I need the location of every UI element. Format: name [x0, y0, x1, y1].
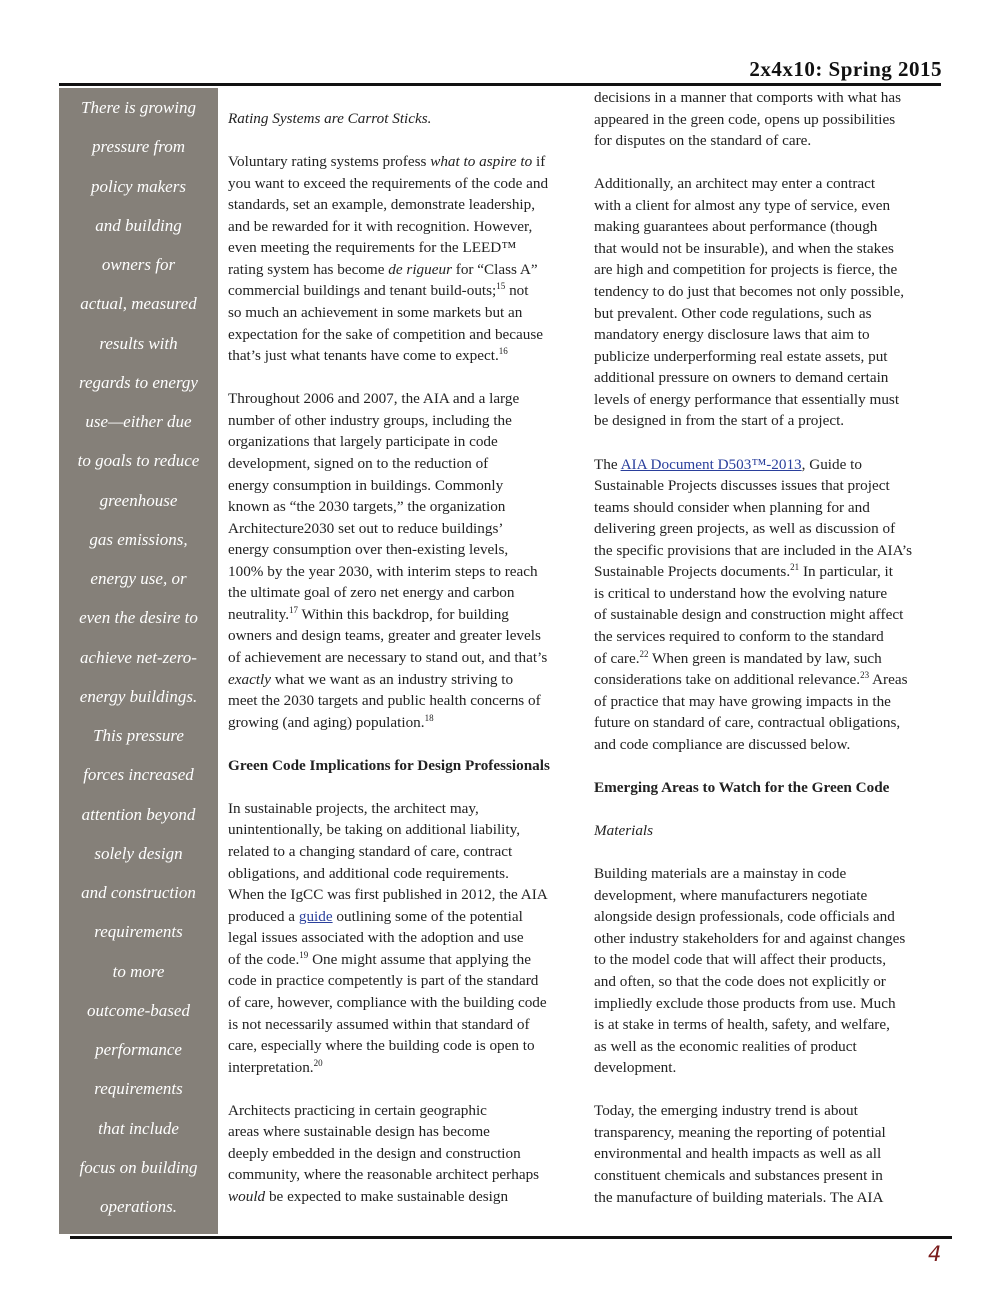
text-line	[228, 304, 522, 322]
text-line	[228, 1123, 490, 1141]
text-line	[228, 1016, 530, 1034]
text-run: interpretation.	[228, 1058, 314, 1076]
text-line	[594, 456, 862, 474]
text-line	[594, 606, 903, 624]
text-run: obligations, and additional code requirements.	[228, 864, 509, 882]
text-line	[228, 929, 524, 947]
text-run: the services required to conform to the standard	[594, 628, 884, 645]
pull-quote-line: solely design	[94, 843, 183, 863]
pull-quote-line: achieve net-zero-	[80, 647, 197, 667]
text-line	[594, 930, 905, 948]
text-line	[228, 1102, 487, 1120]
italic-text: what to aspire to	[430, 153, 533, 171]
footnote-ref: 20	[313, 1057, 323, 1068]
text-line	[228, 757, 550, 775]
pull-quote-line: This pressure	[93, 726, 184, 745]
text-run: , Guide to	[801, 455, 862, 473]
text-run: care, especially where the building code is open to	[228, 1037, 535, 1055]
text-run: transparency, meaning the reporting of potential	[594, 1123, 886, 1141]
pull-quote-line: requirements	[94, 922, 183, 942]
text-run: of achievement are necessary to stand out, and that’s	[228, 649, 548, 666]
text-line	[228, 477, 503, 495]
text-line	[228, 455, 488, 473]
text-run: legal issues associated with the adoption and use	[228, 929, 524, 947]
text-line	[594, 1124, 886, 1142]
text-run: publicize underperforming real estate assets, put	[594, 347, 888, 365]
text-run: expectation for the sake of competition and because	[228, 325, 544, 343]
text-line	[594, 477, 890, 495]
text-run: related to a changing standard of care, contract	[228, 843, 513, 861]
text-run: Architecture2030 set out to reduce buildings’	[228, 519, 504, 537]
publication-header: 2x4x10: Spring 2015	[749, 57, 942, 81]
footnote-ref: 23	[860, 670, 870, 681]
text-line	[594, 1102, 858, 1120]
section-heading: Emerging Areas to Watch for the Green Code	[594, 778, 890, 796]
text-line	[594, 865, 846, 883]
text-line	[228, 692, 541, 710]
text-run: decisions in a manner that comports with what has	[594, 89, 902, 106]
pull-quote-line: to goals to reduce	[77, 451, 200, 471]
text-run: for disputes on the standard of care.	[594, 132, 812, 150]
pull-quote-line: energy buildings.	[79, 686, 198, 706]
pull-quote-line: and construction	[81, 883, 196, 902]
text-run: but prevalent. Other code regulations, such as	[594, 304, 872, 322]
text-line	[594, 542, 912, 560]
text-line	[228, 282, 528, 300]
text-line	[594, 671, 908, 689]
text-run: Throughout 2006 and 2007, the AIA and a large	[228, 390, 520, 408]
text-run: the specific provisions that are included in the AIA’s	[594, 541, 913, 559]
text-run: of sustainable design and construction might affect	[594, 606, 904, 624]
text-run: of the code.	[228, 950, 300, 968]
text-run: not	[505, 282, 529, 300]
text-run: is not necessarily assumed within that standard of	[228, 1015, 530, 1033]
text-run: you want to exceed the requirements of the code and	[228, 174, 549, 192]
pull-quote-line: performance	[95, 1040, 182, 1059]
pull-quote-line: results with	[99, 333, 178, 353]
text-run: Sustainable Projects discusses issues that project	[594, 477, 890, 495]
text-line	[228, 584, 514, 602]
text-line	[228, 821, 520, 839]
pull-quote-line: focus on building	[79, 1157, 198, 1177]
text-run: and often, so that the code does not explicitly or	[594, 972, 886, 990]
pull-quote-line: even the desire to	[79, 608, 198, 628]
text-line	[228, 606, 509, 624]
text-line	[594, 650, 882, 668]
pull-quote-line: energy use, or	[90, 569, 187, 588]
text-line	[228, 218, 532, 236]
pull-quote-line: There is growing	[81, 98, 196, 117]
text-run: development, where manufacturers negotiate	[594, 886, 868, 904]
text-run: be expected to make sustainable design	[265, 1188, 509, 1205]
text-run: growing (and aging) population.	[228, 713, 425, 731]
text-line	[594, 1016, 890, 1034]
text-line	[594, 132, 811, 150]
text-run: known as “the 2030 targets,” the organization	[228, 498, 506, 516]
italic-text: de rigueur	[388, 260, 452, 278]
text-run: Within this backdrop, for building	[298, 605, 509, 623]
pull-quote-line: requirements	[94, 1079, 183, 1099]
text-line	[594, 1145, 881, 1163]
text-run: 100% by the year 2030, with interim steps to reach	[228, 562, 538, 580]
text-line	[594, 693, 891, 711]
text-run: is critical to understand how the evolving nature	[594, 584, 888, 602]
text-run: neutrality.	[228, 605, 290, 623]
pull-quote-line: outcome-based	[87, 1000, 190, 1020]
text-run: Additionally, an architect may enter a contract	[594, 175, 876, 193]
footer-rule	[70, 1236, 952, 1239]
text-run: One might assume that applying the	[308, 950, 531, 968]
text-line	[228, 1037, 535, 1055]
text-run: even meeting the requirements for the LEED™	[228, 239, 517, 257]
text-line	[228, 412, 512, 430]
text-line	[594, 995, 896, 1013]
text-line	[228, 886, 548, 904]
text-line	[594, 412, 844, 430]
text-run: Building materials are a mainstay in code	[594, 865, 847, 883]
text-run: tendency to do just that becomes not only possible,	[594, 283, 905, 301]
text-line	[228, 843, 512, 861]
text-line	[228, 649, 547, 667]
text-run: of care.	[594, 649, 640, 667]
text-line	[594, 197, 890, 215]
text-run: teams should consider when planning for and	[594, 498, 870, 516]
text-line	[228, 627, 541, 645]
text-line	[594, 1059, 676, 1077]
text-line	[594, 111, 895, 129]
text-run: of practice that may have growing impacts in the	[594, 692, 891, 710]
text-line	[594, 1167, 883, 1185]
text-line	[594, 973, 886, 991]
text-run: as well as the economic realities of product	[594, 1037, 857, 1055]
italic-text: exactly	[228, 670, 271, 688]
text-line	[594, 585, 887, 603]
text-line	[594, 175, 875, 193]
text-run: Architects practicing in certain geographic	[228, 1101, 487, 1119]
text-run: areas where sustainable design has become	[228, 1123, 490, 1141]
pull-quote-line: that include	[98, 1118, 179, 1138]
footnote-ref: 16	[498, 346, 508, 357]
italic-text: would	[228, 1188, 266, 1205]
text-line	[228, 563, 538, 581]
text-run: alongside design professionals, code officials and	[594, 908, 895, 926]
text-line	[594, 563, 893, 581]
pull-quote-line: owners for	[101, 255, 176, 274]
text-run: energy consumption over then-existing levels,	[228, 541, 509, 559]
text-line	[594, 261, 897, 279]
text-line	[228, 196, 535, 214]
text-line	[594, 283, 904, 301]
text-line	[228, 865, 509, 883]
footnote-ref: 15	[496, 281, 506, 292]
text-run: commercial buildings and tenant build-outs;	[228, 282, 497, 300]
text-line	[594, 628, 884, 646]
text-line	[594, 218, 877, 236]
text-line	[228, 541, 508, 559]
text-run: what we want as an industry striving to	[271, 670, 514, 688]
text-line	[228, 175, 548, 193]
sidebar-pull-quote	[59, 88, 218, 1234]
text-run: constituent chemicals and substances present in	[594, 1167, 883, 1184]
text-line	[594, 736, 850, 754]
text-run: additional pressure on owners to demand certain	[594, 369, 889, 387]
text-line	[594, 89, 901, 107]
text-line	[594, 499, 870, 517]
pull-quote-line: pressure from	[91, 137, 186, 157]
text-run: impliedly exclude those products from use. Much	[594, 994, 896, 1012]
italic-text: Materials	[594, 822, 654, 840]
text-run: appeared in the green code, opens up possibilities	[594, 110, 896, 128]
text-run: Sustainable Projects documents.	[594, 563, 791, 581]
text-line	[594, 908, 895, 926]
text-line	[594, 887, 867, 905]
text-line	[228, 1166, 539, 1184]
text-line	[228, 1145, 521, 1163]
pull-quote-line: operations.	[100, 1197, 177, 1216]
text-run: are high and competition for projects is fierce, the	[594, 261, 898, 279]
text-run: environmental and health impacts as well as all	[594, 1145, 882, 1163]
text-line	[594, 1189, 883, 1207]
text-line	[228, 110, 431, 128]
text-line	[228, 326, 543, 344]
pull-quote-line: and building	[95, 215, 182, 235]
text-run: meet the 2030 targets and public health concerns of	[228, 692, 541, 710]
text-line	[228, 347, 508, 365]
text-line	[228, 433, 498, 451]
text-run: that would not be insurable), and when the stakes	[594, 239, 894, 257]
text-run: with a client for almost any type of service, even	[594, 196, 891, 214]
text-line	[228, 261, 538, 279]
text-run: levels of energy performance that essentially must	[594, 390, 900, 408]
text-run: the ultimate goal of zero net energy and carbon	[228, 584, 515, 602]
text-run: rating system has become	[228, 260, 389, 278]
text-run: to the model code that will affect their products,	[594, 951, 886, 969]
pull-quote-line: to more	[112, 961, 165, 981]
text-line	[594, 391, 899, 409]
text-line	[594, 369, 888, 387]
text-run: number of other industry groups, including the	[228, 411, 512, 429]
text-line	[594, 714, 900, 732]
text-line	[228, 520, 503, 538]
text-run: When green is mandated by law, such	[648, 649, 882, 667]
text-run: In particular, it	[799, 563, 893, 581]
text-run: Areas	[869, 671, 908, 689]
pull-quote-line: policy makers	[91, 176, 186, 196]
text-line	[228, 1059, 323, 1077]
text-run: community, where the reasonable architect perhaps	[228, 1166, 540, 1184]
pull-quote-line: regards to energy	[79, 372, 198, 392]
footnote-ref: 21	[790, 562, 800, 573]
text-run: produced a	[228, 907, 299, 925]
footnote-ref: 22	[639, 648, 649, 659]
text-run: Voluntary rating systems profess	[228, 153, 431, 171]
footnote-ref: 18	[424, 712, 434, 723]
footnote-ref: 17	[289, 604, 299, 615]
text-line	[594, 326, 870, 344]
text-line	[228, 1188, 508, 1206]
text-run: and code compliance are discussed below.	[594, 735, 851, 753]
text-run: of care, however, compliance with the building code	[228, 993, 547, 1011]
pull-quote-line: greenhouse	[99, 490, 178, 510]
text-run: if	[532, 153, 546, 171]
text-run: be designed in from the start of a project.	[594, 412, 845, 430]
text-line	[228, 153, 545, 171]
text-run: energy consumption in buildings. Commonly	[228, 476, 504, 494]
hyperlink[interactable]: guide	[298, 907, 333, 925]
text-line	[594, 822, 653, 840]
text-run: In sustainable projects, the architect may,	[228, 799, 479, 817]
text-run: mandatory energy disclosure laws that aim to	[594, 326, 870, 344]
text-line	[594, 1038, 857, 1056]
section-heading: Green Code Implications for Design Professionals	[228, 756, 550, 774]
text-line	[594, 520, 895, 538]
text-run: delivering green projects, as well as discussion of	[594, 520, 896, 538]
text-run: When the IgCC was first published in 2012, the AIA	[228, 886, 548, 904]
text-line	[228, 498, 505, 516]
text-run: making guarantees about performance (though	[594, 218, 878, 236]
text-line	[228, 994, 547, 1012]
text-line	[228, 908, 523, 926]
pull-quote-line: forces increased	[83, 765, 194, 785]
text-run: development, signed on to the reduction of	[228, 454, 489, 472]
text-line	[594, 240, 894, 258]
text-run: unintentionally, be taking on additional liability,	[228, 821, 521, 839]
text-run: that’s just what tenants have come to expect.	[228, 347, 499, 365]
text-run: standards, set an example, demonstrate leadership,	[228, 196, 536, 214]
text-line	[594, 305, 872, 323]
text-run: development.	[594, 1059, 677, 1077]
text-run: future on standard of care, contractual obligations,	[594, 714, 901, 732]
text-run: so much an achievement in some markets but an	[228, 304, 523, 322]
text-run: organizations that largely participate in code	[228, 433, 498, 451]
text-run: considerations take on additional relevance.	[594, 671, 861, 689]
hyperlink[interactable]: AIA Document D503™-2013	[620, 455, 802, 473]
pull-quote-line: use—either due	[85, 412, 192, 431]
page-number: 4	[928, 1242, 942, 1266]
text-run: the manufacture of building materials. The AIA	[594, 1188, 884, 1206]
text-run: and be rewarded for it with recognition. However,	[228, 217, 533, 235]
text-line	[228, 239, 516, 257]
pull-quote-line: actual, measured	[80, 294, 197, 314]
text-run: code in practice competently is part of the standard	[228, 972, 539, 990]
pull-quote-line: attention beyond	[81, 804, 196, 824]
text-run: is at stake in terms of health, safety, and welfare,	[594, 1016, 890, 1034]
italic-text: Rating Systems are Carrot Sticks.	[228, 110, 432, 127]
text-line	[594, 779, 889, 797]
header-rule	[59, 83, 941, 86]
pull-quote-line: gas emissions,	[89, 529, 188, 549]
text-line	[228, 390, 519, 408]
footnote-ref: 19	[299, 949, 309, 960]
text-line	[228, 671, 513, 689]
text-line	[594, 348, 888, 366]
text-line	[228, 714, 434, 732]
text-run: for “Class A”	[451, 260, 538, 278]
text-line	[228, 951, 531, 969]
text-line	[594, 951, 886, 969]
text-run: owners and design teams, greater and greater levels	[228, 627, 541, 645]
text-line	[228, 972, 538, 990]
text-run: The	[594, 455, 621, 473]
text-line	[228, 800, 479, 818]
text-run: other industry stakeholders for and against changes	[594, 929, 906, 947]
text-run: outlining some of the potential	[332, 907, 523, 925]
text-run: deeply embedded in the design and construction	[228, 1144, 521, 1162]
text-run: Today, the emerging industry trend is about	[594, 1102, 858, 1120]
